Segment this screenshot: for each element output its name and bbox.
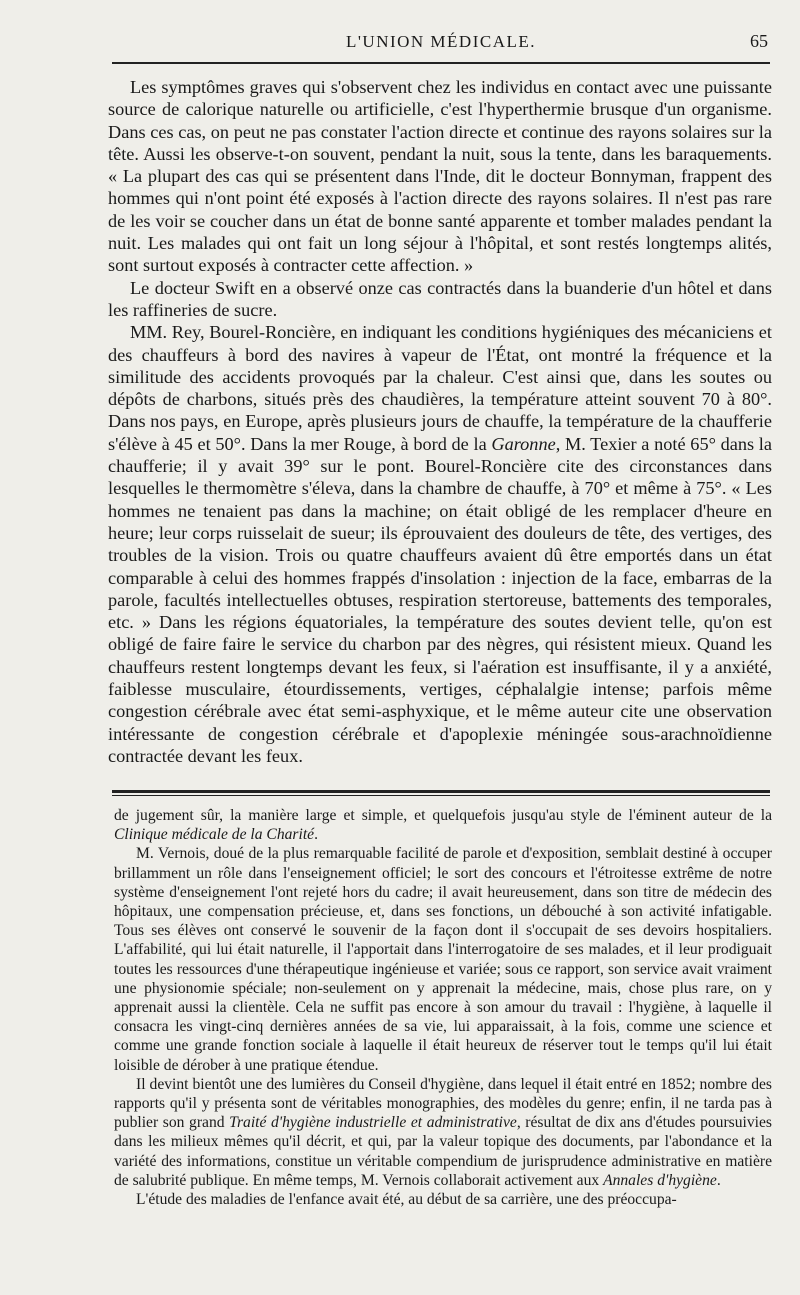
page-number: 65 [750, 31, 768, 51]
main-paragraph-1 [108, 76, 772, 277]
footnote-paragraph-3-text-b: , résultat de dix ans d'études poursuivies dans les milieux mêmes qu'il décrit, et qui, par la valeur topique des documents, par l'abondance et la variété des informations, constitue un véritable compendium de jurisprudence administrative en matière de salubrité publique. En même temps, M. Vernois collaborait activement aux [114, 1114, 772, 1189]
journal-title-annales: Annales d'hygiène [603, 1171, 717, 1189]
main-paragraph-3 [108, 321, 772, 767]
footnote-paragraph-4-text: L'étude des maladies de l'enfance avait été, au début de sa carrière, une des préoccupa- [136, 1191, 677, 1209]
footnote-paragraph-4 [114, 1190, 772, 1209]
footnote-paragraph-3-text-a: Il devint bientôt une des lumières du Conseil d'hygiène, dans lequel il était entré en 1852; nombre des rapports qu'il y présenta sont de véritables monographies, des modèles du genre; enfin, il ne tarda pas à publier son grand [114, 1075, 772, 1132]
footnote-paragraph-2-text: M. Vernois, doué de la plus remarquable facilité de parole et d'exposition, semblait destiné à occuper brillamment un rôle dans l'enseignement officiel; le sort des concours et l'étroitesse extrême de notre système d'enseignement l'ont rejeté hors du cadre; il avait heureusement, dans son titre de médecin des hôpitaux, une compensation précieuse, et, dans ses fonctions, un débouché à son activité infatigable. Tous ses élèves ont conservé le souvenir de la façon dont il s'occupait de ses devoirs hospitaliers. L'affabilité, qui lui était naturelle, il l'apportait dans l'interrogatoire de ses malades, et il leur prodiguait toutes les ressources d'une thérapeutique ingénieuse et variée; sous ce rapport, son service avait vraiment une physionomie spéciale; non-seulement on y apprenait la médecine, mais, chose plus rare, on y apprenait aussi la clientèle. Cela ne suffit pas encore à son amour du travail : l'hygiène, à laquelle il consacra les vingt-cinq dernières années de sa vie, lui apparaissait, à la fois, comme une science et comme une grande fonction sociale à laquelle il était heureux de réserver tout le temps qu'il lui était loisible de dérober à une pratique étendue. [114, 845, 772, 1074]
book-title-traite: Traité d'hygiène industrielle et administrative [229, 1114, 517, 1132]
main-paragraph-2 [108, 277, 772, 322]
footnote-paragraph-3 [114, 1075, 772, 1190]
header-rule [112, 62, 770, 64]
separator-thin-rule [112, 795, 770, 796]
footnote-text [114, 806, 772, 1209]
main-text [108, 76, 772, 767]
footnote-paragraph-1 [114, 806, 772, 844]
footnote-paragraph-3-text-c: . [716, 1171, 721, 1189]
page-header [112, 30, 770, 56]
main-paragraph-1-text: Les symptômes graves qui s'observent chez les individus en contact avec une puissante source de calorique naturelle ou artificielle, c'est l'hyperthermie brusque d'un organisme. Dans ces cas, on peut ne pas constater l'action directe et continue des rayons solaires sur la tête. Aussi les observe-t-on souvent, pendant la nuit, sous la tente, dans les baraquements. « La plupart des cas qui se présentent dans l'Inde, dit le docteur Bonnyman, frappent des hommes qui n'ont point été exposés à l'action directe des rayons solaires. Il n'est pas rare de les voir se coucher dans un état de bonne santé apparente et tomber malades pendant la nuit. Les malades qui ont fait un long séjour à l'hôpital, et sont restés longtemps alités, sont surtout exposés à contracter cette affection. » [108, 77, 772, 276]
ship-name-garonne: Garonne [491, 433, 556, 454]
main-paragraph-2-text: Le docteur Swift en a observé onze cas contractés dans la buanderie d'un hôtel et dans les raffineries de sucre. [108, 277, 772, 320]
footnote-paragraph-2 [114, 844, 772, 1074]
book-title-clinique: Clinique médicale de la Charité [114, 826, 315, 844]
running-head: L'UNION MÉDICALE. [345, 32, 537, 51]
footnote-paragraph-1-text-a: de jugement sûr, la manière large et simple, et quelquefois jusqu'au style de l'éminent auteur de la [114, 807, 772, 824]
separator-thick-rule [112, 790, 770, 793]
footnote-paragraph-1-text-b: . [314, 826, 318, 844]
footnote-separator [112, 790, 770, 796]
main-paragraph-3-text-b: , M. Texier a noté 65° dans la chaufferie; il y avait 39° sur le pont. Bourel-Roncière cite des circonstances dans lesquelles le thermomètre s'éleva, dans la chambre de chauffe, à 70° et même à 75°. « Les hommes ne tenaient pas dans la machine; on était obligé de les remplacer d'heure en heure; leur corps ruisselait de sueur; ils éprouvaient des douleurs de tête, des vertiges, des troubles de la vision. Trois ou quatre chauffeurs avaient dû être emportés dans un état comparable à celui des hommes frappés d'insolation : injection de la face, embarras de la parole, facultés intellectuelles obtuses, respiration stertoreuse, battements des temporales, etc. » Dans les régions équatoriales, la température des soutes devient telle, qu'on est obligé de faire faire le service du charbon par des nègres, qui résistent mieux. Quand les chauffeurs restent longtemps devant les feux, si l'aération est insuffisante, il y a anxiété, faiblesse musculaire, étourdissements, vertiges, céphalalgie intense; parfois même congestion cérébrale avec état semi-asphyxique, et le même auteur cite une observation intéressante de congestion cérébrale et d'apoplexie méningée sous-arachnoïdienne contractée devant les feux. [108, 433, 772, 766]
main-paragraph-3-text-a: MM. Rey, Bourel-Roncière, en indiquant les conditions hygiéniques des mécaniciens et des chauffeurs à bord des navires à vapeur de l'État, ont montré la fréquence et la similitude des accidents provoqués par la chaleur. C'est ainsi que, dans les soutes ou dépôts de charbons, situés près des chaudières, la température atteint souvent 70 à 80°. Dans nos pays, en Europe, après plusieurs jours de chauffe, la température de la chaufferie s'élève à 45 et 50°. Dans la mer Rouge, à bord de la [108, 322, 772, 454]
